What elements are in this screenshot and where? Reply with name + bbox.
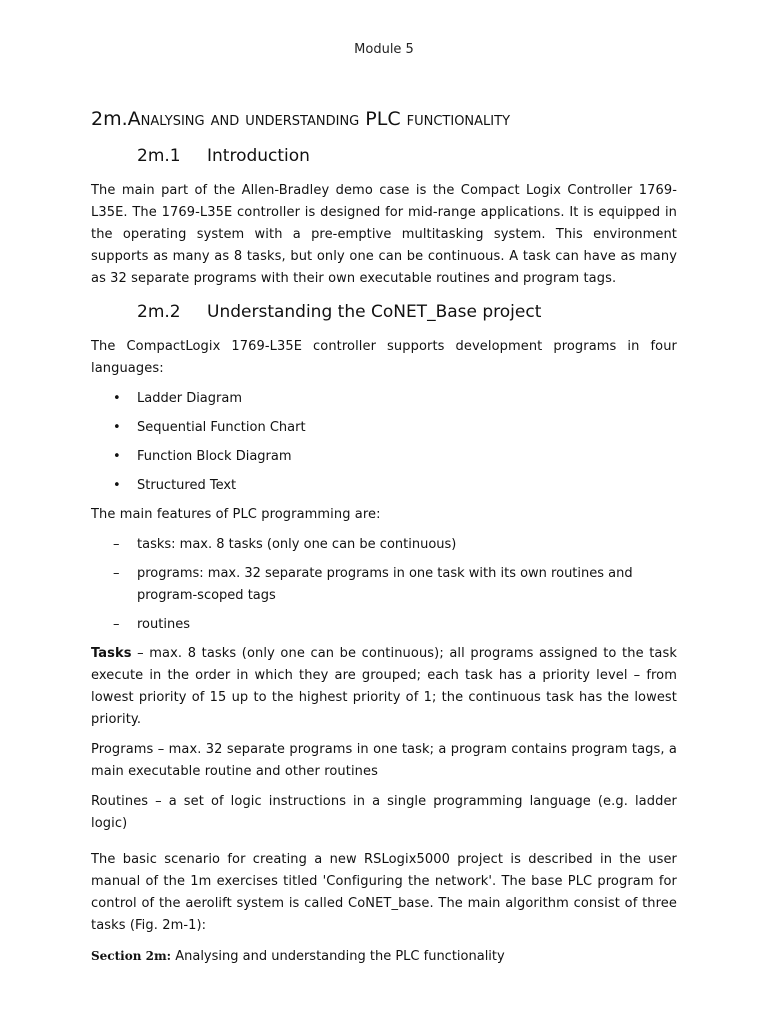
programs-paragraph: Programs – max. 32 separate programs in one task; a program contains program tags, a main executable routine and other routines <box>91 742 677 779</box>
features-intro: The main features of PLC programming are: <box>91 507 381 522</box>
footer-text: Analysing and understanding the PLC functionality <box>171 949 505 964</box>
dash-mark: – <box>113 617 120 632</box>
list-item: • Sequential Function Chart <box>91 417 677 439</box>
chapter-number: 2m. <box>91 108 128 130</box>
chapter-title-text: Analysing and understanding PLC functionality <box>127 108 511 130</box>
footer-section-label: Section 2m: <box>91 949 172 963</box>
list-item: • Structured Text <box>91 475 677 497</box>
chapter-title <box>91 108 677 130</box>
introduction-paragraph: The main part of the Allen-Bradley demo case is the Compact Logix Controller 1769-L35E. The 1769-L35E controller is designed for mid-range applications. It is equipped in the operating system with a pre-emptive multitasking system. This environment supports as many as 8 tasks, but only one can be continuous. A task can have as many as 32 separate programs with their own executable routines and program tags. <box>91 183 677 286</box>
page-content <box>91 108 677 945</box>
list-item: – tasks: max. 8 tasks (only one can be continuous) <box>91 534 677 556</box>
section-number: 2m.2 <box>137 302 181 322</box>
bullet-mark: • <box>113 420 121 435</box>
dash-mark: – <box>113 537 120 552</box>
page-header: Module 5 <box>354 42 414 57</box>
bullet-mark: • <box>113 478 121 493</box>
list-item: • Function Block Diagram <box>91 446 677 468</box>
tasks-text: – max. 8 tasks (only one can be continuous); all programs assigned to the task execute in the order in which they are grouped; each task has a priority level – from lowest priority of 15 up to the highest priority of 1; the continuous task has the lowest priority. <box>91 646 677 727</box>
languages-list <box>91 388 677 497</box>
features-list <box>91 534 677 636</box>
tasks-paragraph <box>91 643 677 731</box>
bullet-mark: • <box>113 391 121 406</box>
list-item: – routines <box>91 614 677 636</box>
section-heading-conet-base <box>137 302 677 322</box>
list-item: – programs: max. 32 separate programs in one task with its own routines and program-scoped tags <box>91 563 677 607</box>
section-heading-introduction <box>137 146 677 166</box>
section-number: 2m.1 <box>137 146 181 166</box>
section-title: Introduction <box>207 146 310 166</box>
section-title: Understanding the CoNET_Base project <box>207 302 542 322</box>
list-item: • Ladder Diagram <box>91 388 677 410</box>
dash-mark: – <box>113 566 120 581</box>
tasks-label: Tasks <box>91 646 132 661</box>
scenario-paragraph: The basic scenario for creating a new RSLogix5000 project is described in the user manual of the 1m exercises titled 'Configuring the network'. The base PLC program for control of the aerolift system is called CoNET_base. The main algorithm consist of three tasks (Fig. 2m-1): <box>91 852 677 933</box>
bullet-mark: • <box>113 449 121 464</box>
page-footer <box>91 949 505 964</box>
routines-paragraph: Routines – a set of logic instructions in a single programming language (e.g. ladder logic) <box>91 794 677 831</box>
languages-intro: The CompactLogix 1769-L35E controller supports development programs in four languages: <box>91 339 677 376</box>
